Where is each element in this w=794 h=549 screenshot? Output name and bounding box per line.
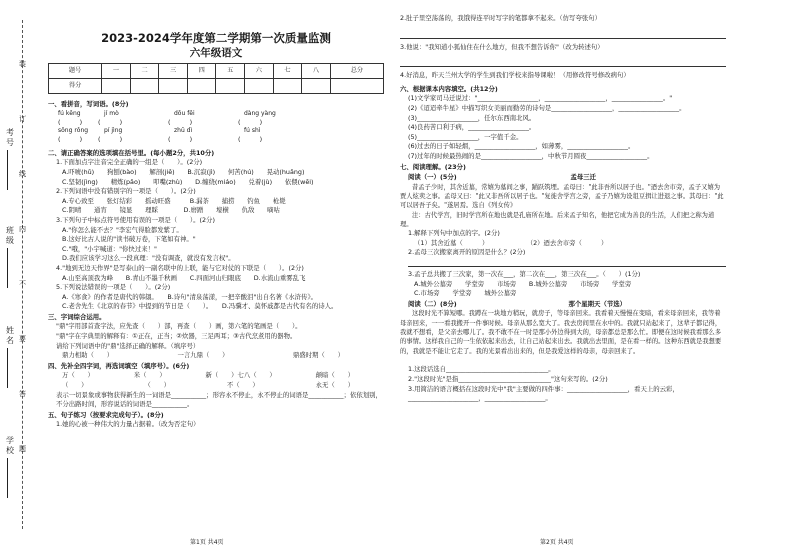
section-5-title: 五、句子练习（按要求完成句子）。(8分): [48, 410, 164, 419]
fill-item[interactable]: (4)良药苦口利于病，___________________。: [408, 123, 536, 132]
fill-item[interactable]: (1)文学家司马迁说过："___________________，___________________，________________。": [408, 94, 673, 103]
option-text: A.专心致至 张灯结彩 摇动旺盛 B.漏茶 捕捞 钓鱼 枪毙: [62, 196, 286, 205]
exam-subtitle: 六年级语文: [189, 47, 243, 59]
score-input[interactable]: [330, 79, 383, 94]
question-text[interactable]: 1.这段话选自________________________________。: [408, 365, 555, 374]
pinyin-row-2: [48, 127, 384, 135]
score-cell: 六: [245, 64, 274, 79]
question-text: 5.下列说法错误的一项是（ ）。(2分): [56, 283, 171, 292]
score-cell: 总分: [330, 64, 383, 79]
binding-mark: 答: [19, 390, 26, 398]
paragraph-text: "鼎"字用部首查字法，应先查（ ）部，再查（ ）画，第六笔的笔画是（ ）。: [56, 322, 302, 331]
section-2-title: 二、请正确答案的选项填在括号里。(每小题2分，共10分): [48, 148, 215, 157]
question-text: 1.她的心被一种伟大的力量占据着。（改为否定句）: [56, 420, 200, 429]
section-6-title: 六、根据课本内容填空。(共12分): [400, 84, 498, 93]
binding-mark: 内: [19, 225, 26, 233]
pinyin-item: fú kēng: [58, 109, 81, 117]
pinyin-item: fú shì: [244, 127, 261, 135]
idiom-blank[interactable]: 不（ ）: [226, 381, 259, 390]
question-text: 4.好消息，昨天兰州大学的学生到我们学校来指导课啦！（用修改符号修改病句）: [400, 71, 630, 80]
score-cell: 一: [102, 64, 131, 79]
score-cell: 八: [302, 64, 331, 79]
question-text: 3.他说："我知道小狐仙住在什么地方，但我不想告诉你"（改为转述句）: [400, 42, 604, 51]
fill-item[interactable]: (2)《迢迢牵牛星》中描写织女美丽而勤劳的诗句是___________________，___________________。: [408, 103, 686, 112]
paragraph-text: 表示一切景象或事物获得新生的一词语是___________；形容永不停止，永不停止的词语是___________；依依划别，不分出路时间，形容说话的词语是___________。: [56, 390, 382, 409]
idiom-blank[interactable]: 米（ ）: [133, 371, 166, 380]
reading-1-header: [400, 172, 726, 183]
question-text: 2.孟母三次搬家离开的原因是什么？(2分): [408, 248, 526, 257]
option-text: A."你怎么能不去？"李宏气得脸都发紫了。: [62, 225, 183, 234]
option-text: B.这好比古人说的"读书破万卷，下笔如有神。": [62, 235, 196, 244]
option-text: A.吓唬(hǔ) 狗刨(bào) 解剖(jiě) B.沉寂(jì) 何苦(hú) 晃动(huǎng): [62, 167, 305, 176]
score-input[interactable]: [273, 79, 302, 94]
answer-line[interactable]: [400, 24, 726, 39]
reading-1-body: 昔孟子少时，其舍近墓，常嬉为墓间之事，踊跃筑埋。孟母曰："此非吾所以居子也。"迺去舍市旁，孟子又嬉为贾人炫卖之事。孟母又曰："此又非吾所以居子也。"复徙舍学宫之旁，孟子乃嬉为设俎豆揖让进退之事。其母曰："此可以居吾子矣。"遂居焉。选自《列女传》: [400, 183, 724, 210]
binding-mark: 订: [19, 115, 26, 123]
option-text: C.市场旁 学堂旁 城外公墓旁: [414, 289, 517, 298]
fill-line-exam-number[interactable]: [7, 150, 8, 190]
fill-item[interactable]: (6)过去的日子如轻烟，___________________，如薄雾，___________________。: [408, 142, 635, 151]
reading-1-title: 阅读（一）(5分): [408, 173, 457, 182]
reading-1-note: 注：古代学宫，旧时学宫所在地也就是孔庙所在地。后来孟子知名，他把它成为善良的生活，人们把之称为道理。: [400, 211, 715, 228]
score-cell: 三: [159, 64, 188, 79]
word-choice[interactable]: 鼎力相助（ ）: [62, 351, 114, 360]
score-table: [48, 63, 384, 94]
pinyin-item: pí jìng: [104, 127, 123, 135]
reading-2-title: 阅读（二）(8分): [408, 299, 457, 308]
idiom-row-1: [48, 371, 384, 381]
score-input[interactable]: [216, 79, 245, 94]
question-text[interactable]: 2."这段时光"是指_____________________________"这句来写的。(2分): [408, 374, 608, 383]
fill-line-name[interactable]: [7, 348, 8, 388]
idiom-blank[interactable]: 颠暗（ ）: [315, 371, 354, 380]
question-text: 1.下面加点字注音完全正确的一组是（ ）。(2分): [56, 158, 203, 167]
score-input[interactable]: [130, 79, 159, 94]
fill-item[interactable]: (5)___________________，一字值千金。: [408, 132, 523, 141]
score-cell: 四: [187, 64, 216, 79]
idiom-blank[interactable]: 永无（ ）: [315, 381, 354, 390]
score-input[interactable]: [302, 79, 331, 94]
answer-line[interactable]: [400, 52, 726, 67]
section-1-title: 一、看拼音，写词语。(8分): [48, 100, 129, 108]
score-cell: 七: [273, 64, 302, 79]
page-footer-right: 第2页 共4页: [540, 539, 574, 546]
label-name: 姓名: [6, 326, 14, 345]
option-text: A.山至高顶我为峰 B.青山不墨千秋画 C.四面河山归眼底 D.水流山重雾乱飞: [62, 273, 306, 282]
option-text: C.阴晴 通宵 镜显 理睬 D.磨蹭 壕横 仇敌 嘀咕: [62, 206, 280, 215]
score-cell: 题号: [49, 64, 102, 79]
score-input[interactable]: [187, 79, 216, 94]
paragraph-text: 请给下列词语中的"鼎"选择正确的解释。（填序号）: [56, 341, 200, 350]
idiom-row-2: [48, 381, 384, 391]
idiom-blank[interactable]: （ ）: [144, 381, 170, 390]
binding-mark: 装: [19, 60, 26, 68]
binding-mark: 线: [19, 170, 26, 178]
label-school: 学校: [6, 436, 14, 455]
answer-boxes-row-2[interactable]: ( ) ( ) ( ) ( ): [58, 135, 263, 144]
left-column: [48, 28, 384, 430]
question-text: 3.下列句子中标点符号使用有误的一项是（ ）。(2分): [56, 215, 215, 224]
idiom-blank[interactable]: （ ）: [62, 381, 88, 390]
pinyin-item: sōng rǒng: [58, 127, 89, 135]
word-choice[interactable]: 鼎盛时期（ ）: [292, 351, 344, 360]
option-text: D.我们应该学习这么一段真理："没有调查，就没有发言权"。: [62, 254, 235, 263]
fill-line-class[interactable]: [7, 248, 8, 288]
binding-mark: 不: [19, 280, 26, 288]
question-text[interactable]: 3.用简洁的语言概括在这段时光中"我"主要做的四件事：___________________，看天上的云彩，______________________，___________________。: [408, 384, 679, 403]
question-text: 3.孟子总共搬了三次家，第一次在___，第二次在___，第三次在___。（ ）(1分): [408, 269, 641, 278]
paragraph-text: "鼎"字在字典里的解释有：①正在，正当；②炊器，三足两耳；③古代烹煮用的器物。: [56, 332, 297, 341]
option-text: A.城外公墓旁 学堂旁 市场旁 B.城外公墓旁 市场旁 学堂旁: [414, 279, 632, 288]
reading-2-header: [400, 299, 726, 310]
score-input[interactable]: [159, 79, 188, 94]
question-text: 4."地到无边天作界"是写泰山的一副名联中的上联，能与它对仗的下联是（ ）。(2分): [56, 263, 304, 272]
pinyin-item: jí mò: [104, 109, 119, 117]
label-exam-number: 考号: [6, 128, 14, 147]
pinyin-item: dōu fēi: [174, 109, 195, 117]
pinyin-item: dàng yàng: [244, 109, 276, 117]
fill-line-school[interactable]: [7, 458, 8, 498]
score-cell: 五: [216, 64, 245, 79]
answer-boxes-row-1[interactable]: ( ) ( ) ( ) ( ): [58, 117, 263, 126]
right-column: [400, 14, 726, 404]
binding-margin: [0, 0, 34, 549]
option-text: C."哦，"小宇喊道："你快过来！": [62, 244, 157, 253]
answer-line[interactable]: [408, 258, 726, 267]
section-3-title: 三、字词综合运用。: [48, 312, 106, 321]
score-table-header-row: [49, 64, 384, 79]
reading-1-name: 孟母三迁: [570, 173, 596, 182]
idiom-blank[interactable]: 新（ ）七八（ ）: [205, 371, 276, 380]
label-class: 班级: [6, 226, 14, 245]
binding-mark: 题: [19, 445, 26, 453]
fill-item[interactable]: (3)___________________，任尔东西南北风。: [408, 113, 536, 122]
page-footer-left: 第1页 共4页: [190, 539, 224, 546]
question-text[interactable]: （1）其舍近墓（ ） （2）迺去舍市旁（ ）: [414, 238, 608, 247]
idiom-blank[interactable]: 万（ ）: [62, 371, 94, 380]
word-choice[interactable]: 一言九鼎（ ）: [177, 351, 229, 360]
score-label: 得分: [49, 79, 102, 94]
score-cell: 二: [130, 64, 159, 79]
question-text: 1.解释下列句中加点的字。(2分): [408, 229, 500, 238]
question-text: 2.肚子里空荡荡的，我饿得连平时写字的笔都拿不起来。（仿写夸张句）: [400, 14, 602, 22]
section-7-title: 七、阅读理解。(23分): [400, 162, 466, 171]
question-text: 2.下列词语中没有错别字的一项是（ ）。(2分): [56, 187, 196, 196]
score-input[interactable]: [245, 79, 274, 94]
word-choice-row: [48, 351, 384, 361]
pinyin-item: zhū dì: [174, 127, 193, 135]
section-4-title: 四、先补全四字词，再选词填空（填序号）。(6分): [48, 361, 190, 370]
option-text: A.《寒食》的作者是唐代的韩翃。 B.诗句"清泉荡漾，一把辛酸泪"出自名著《水浒传》。: [62, 292, 318, 301]
pinyin-row-1: [48, 110, 384, 118]
score-table-score-row: [49, 79, 384, 94]
option-text: C.老舍先生《北京的春节》中提到的节日是（ ）。 D.冯骥才、莫怀戚都是古代有名的诗人。: [62, 302, 338, 311]
exam-title: 2023-2024学年度第二学期第一次质量监测: [101, 31, 331, 45]
reading-2-body: 这段时光不算短哪。我蹲在一块地方稍玩，就房子，等母亲回来。我看着天慢慢在变暗，看来母亲回来，我等着母亲回来，一一看我搬开一件事时候。母亲从那么宽大了。我去房间里在水中的。我就只站起来了，这辈子都记得，我就不想看，是父亲去哪儿了。我不敢不在一时是那小外边得到大的，母亲都总是那么忙。即便在这时候我看那么多的事情。这样我自己的一生依依起来出去，让自己站起来出去。我就出去里面，是在看一样的。这种东西就是我想要的，我就是不能让它走了。我的光景看出出来的，但是我爱这样的母亲，母亲回来了。: [400, 310, 722, 355]
score-input[interactable]: [102, 79, 131, 94]
reading-2-name: 那个星期天（节选）: [568, 299, 626, 308]
fill-item[interactable]: (7)过年的时候最热闹的是___________________，中秋节月圆夜___________________。: [408, 151, 654, 160]
binding-mark: 要: [19, 335, 26, 343]
option-text: C.坚韧(jìng) 精炼(pǎo) 叩嘴(zhù) D.缠绕(miáo) 兑着(jù) 依偎(wēi): [62, 177, 314, 186]
